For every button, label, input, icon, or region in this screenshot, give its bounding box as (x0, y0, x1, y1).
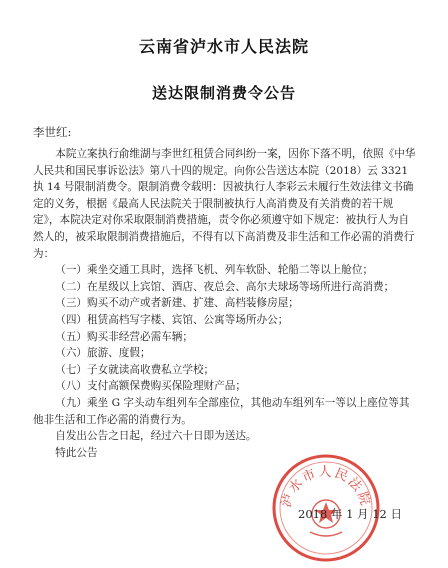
seal-text: 泸水市人民法院 (278, 465, 374, 510)
restriction-item-8: （八）支付高额保费购买保险理财产品； (55, 380, 246, 393)
notice-title: 送达限制消费令公告 (151, 84, 296, 102)
restriction-item-4: （四）租赁高档写字楼、宾馆、公寓等场所办公； (55, 313, 289, 326)
recipient-line: 李世红: (33, 125, 72, 139)
court-name: 云南省泸水市人民法院 (138, 37, 309, 56)
restriction-item-6: （六）旅游、度假； (55, 347, 151, 360)
restriction-item-3: （三）购买不动产或者新建、扩建、高档装修房屋； (55, 297, 299, 310)
restriction-item-7: （七）子女就读高收费私立学校； (55, 363, 215, 376)
restriction-item-1: （一）乘坐交通工具时，选择飞机、列车软卧、轮船二等以上舱位； (55, 264, 374, 277)
announcement-line: 特此公告 (55, 446, 98, 459)
restriction-item-5: （五）购买非经营必需车辆； (55, 330, 193, 343)
notice-body (33, 146, 417, 461)
restriction-item-2: （二）在星级以上宾馆、酒店、夜总会、高尔夫球场等场所进行高消费； (55, 280, 395, 293)
issue-date: 2018 年 1 月 12 日 (298, 507, 402, 521)
closing-paragraph: 自发出公告之日起，经过六十日即为送达。 (55, 430, 257, 443)
main-paragraph: 本院立案执行俞维湖与李世红租赁合同纠纷一案，因你下落不明，依照《中华人民共和国民事诉讼法》第八十四的规定。向你公告送达本院（2018）云 3321 执 14 号限制消费令。限制消费令载明：因被执行人李彩云未履行生效法律文书确定的义务，根据《最高人民法院关于限制被执行人高消费及有关消费的若干规定》，本院决定对你采取限制消费措施，责令你必须遵守如下规定：被执行人为自然人的，被采取限制消费措施后，不得有以下高消费及非生活和工作必需的消费行为： (33, 148, 416, 260)
restriction-item-9: （九）乘坐 G 字头动车组列车全部座位，其他动车组列车一等以上座位等其他非生活和工作必需的消费行为。 (33, 396, 410, 426)
